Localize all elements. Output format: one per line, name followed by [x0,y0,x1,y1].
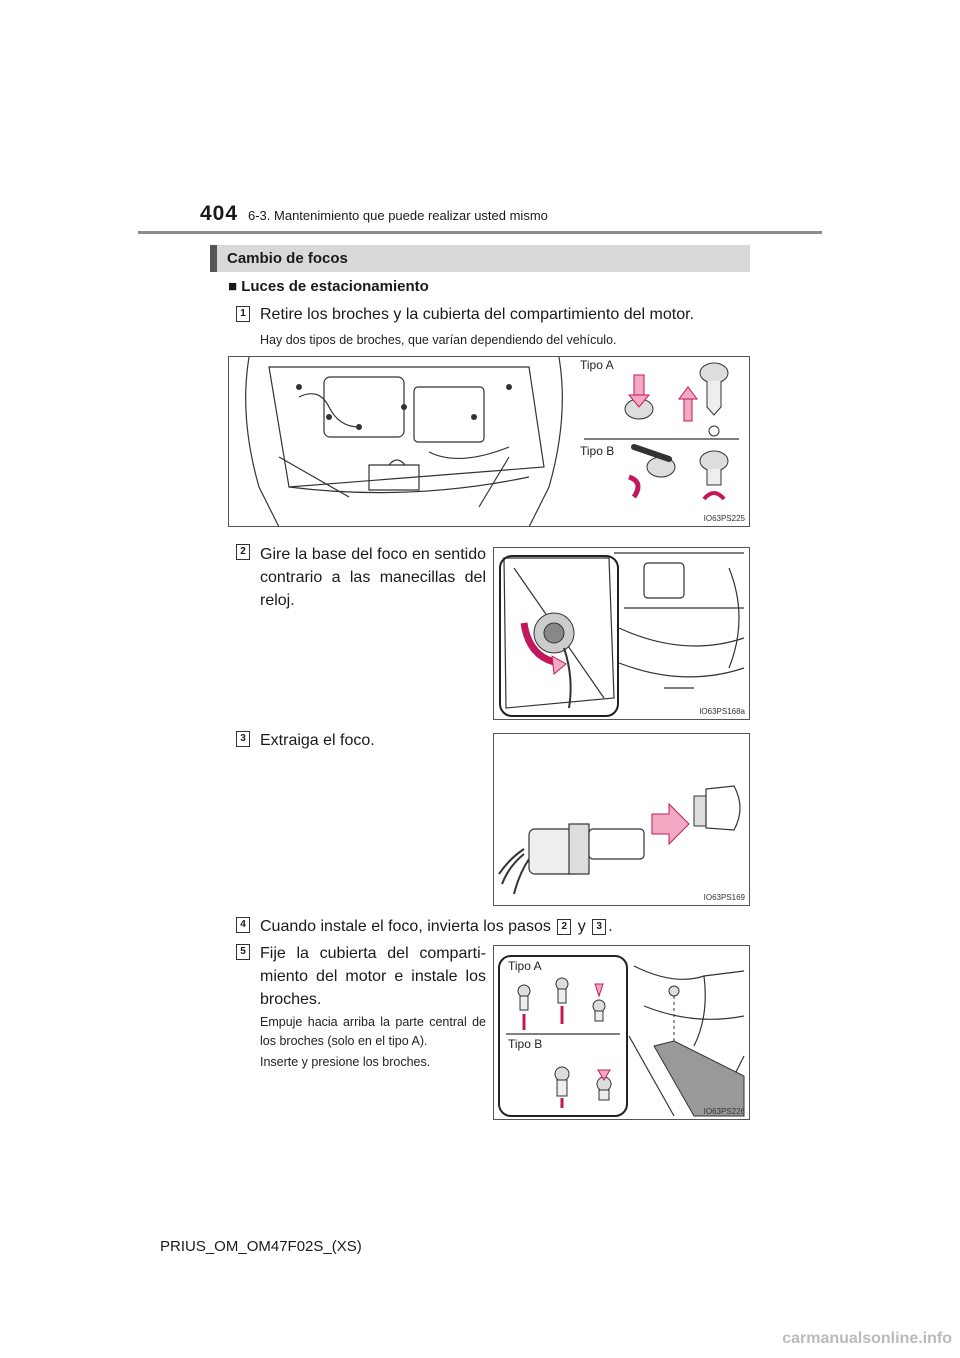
figure-3-code: IO63PS169 [703,893,745,902]
figure-1-label-type-b: Tipo B [580,444,615,458]
figure-1-label-type-a: Tipo A [580,358,614,372]
step-ref-3: 3 [592,919,606,935]
step-5-note-1: Empuje hacia arriba la parte central de los broches (solo en el tipo A). [260,1015,486,1048]
figure-engine-compartment-clips [228,356,750,527]
step-number-3: 3 [236,731,250,747]
step-5-note-2: Inserte y presione los broches. [260,1055,431,1069]
figure-bulb-base-rotation [493,547,750,720]
document-id: PRIUS_OM_OM47F02S_(XS) [160,1238,362,1255]
step-3-text: Extraiga el foco. [260,732,375,749]
subheading [228,278,429,295]
step-number-5: 5 [236,944,250,960]
header-rule [138,231,822,234]
figure-1-code: IO63PS225 [703,514,745,523]
watermark: carmanualsonline.info [782,1330,952,1347]
step-4-text-mid: y [577,918,586,935]
step-2-text: Gire la base del foco en sentido contrario a las manecillas del reloj. [260,546,486,609]
step-number-2: 2 [236,544,250,560]
step-4-text [260,915,760,938]
chapter-title: 6-3. Mantenimiento que puede realizar usted mismo [248,208,548,223]
section-heading-bar [210,245,750,272]
step-4-text-before: Cuando instale el foco, invierta los pasos [260,918,551,935]
section-heading: Cambio de focos [227,250,348,267]
figure-4-code: IO63PS226 [703,1107,745,1116]
figure-install-clips [493,945,750,1120]
step-number-4: 4 [236,917,250,933]
step-1-note: Hay dos tipos de broches, que varían dependiendo del vehículo. [260,333,617,347]
step-1-text: Retire los broches y la cubierta del compartimiento del motor. [260,306,694,323]
figure-4-label-type-b: Tipo B [508,1037,543,1051]
bulb-removal-illustration [494,734,750,906]
bulb-base-illustration [494,548,750,720]
subheading-text: Luces de estacionamiento [241,278,429,295]
square-bullet-icon: ■ [228,278,238,295]
figure-bulb-removal [493,733,750,906]
page-number: 404 [200,202,239,225]
step-4-text-after: . [608,918,613,935]
figure-2-code: IO63PS168a [699,707,745,716]
step-5-text: Fije la cubierta del comparti-miento del motor e instale los broches. [260,945,486,1008]
step-ref-2: 2 [557,919,571,935]
step-number-1: 1 [236,306,250,322]
engine-bay-illustration [229,357,750,527]
figure-4-label-type-a: Tipo A [508,959,542,973]
